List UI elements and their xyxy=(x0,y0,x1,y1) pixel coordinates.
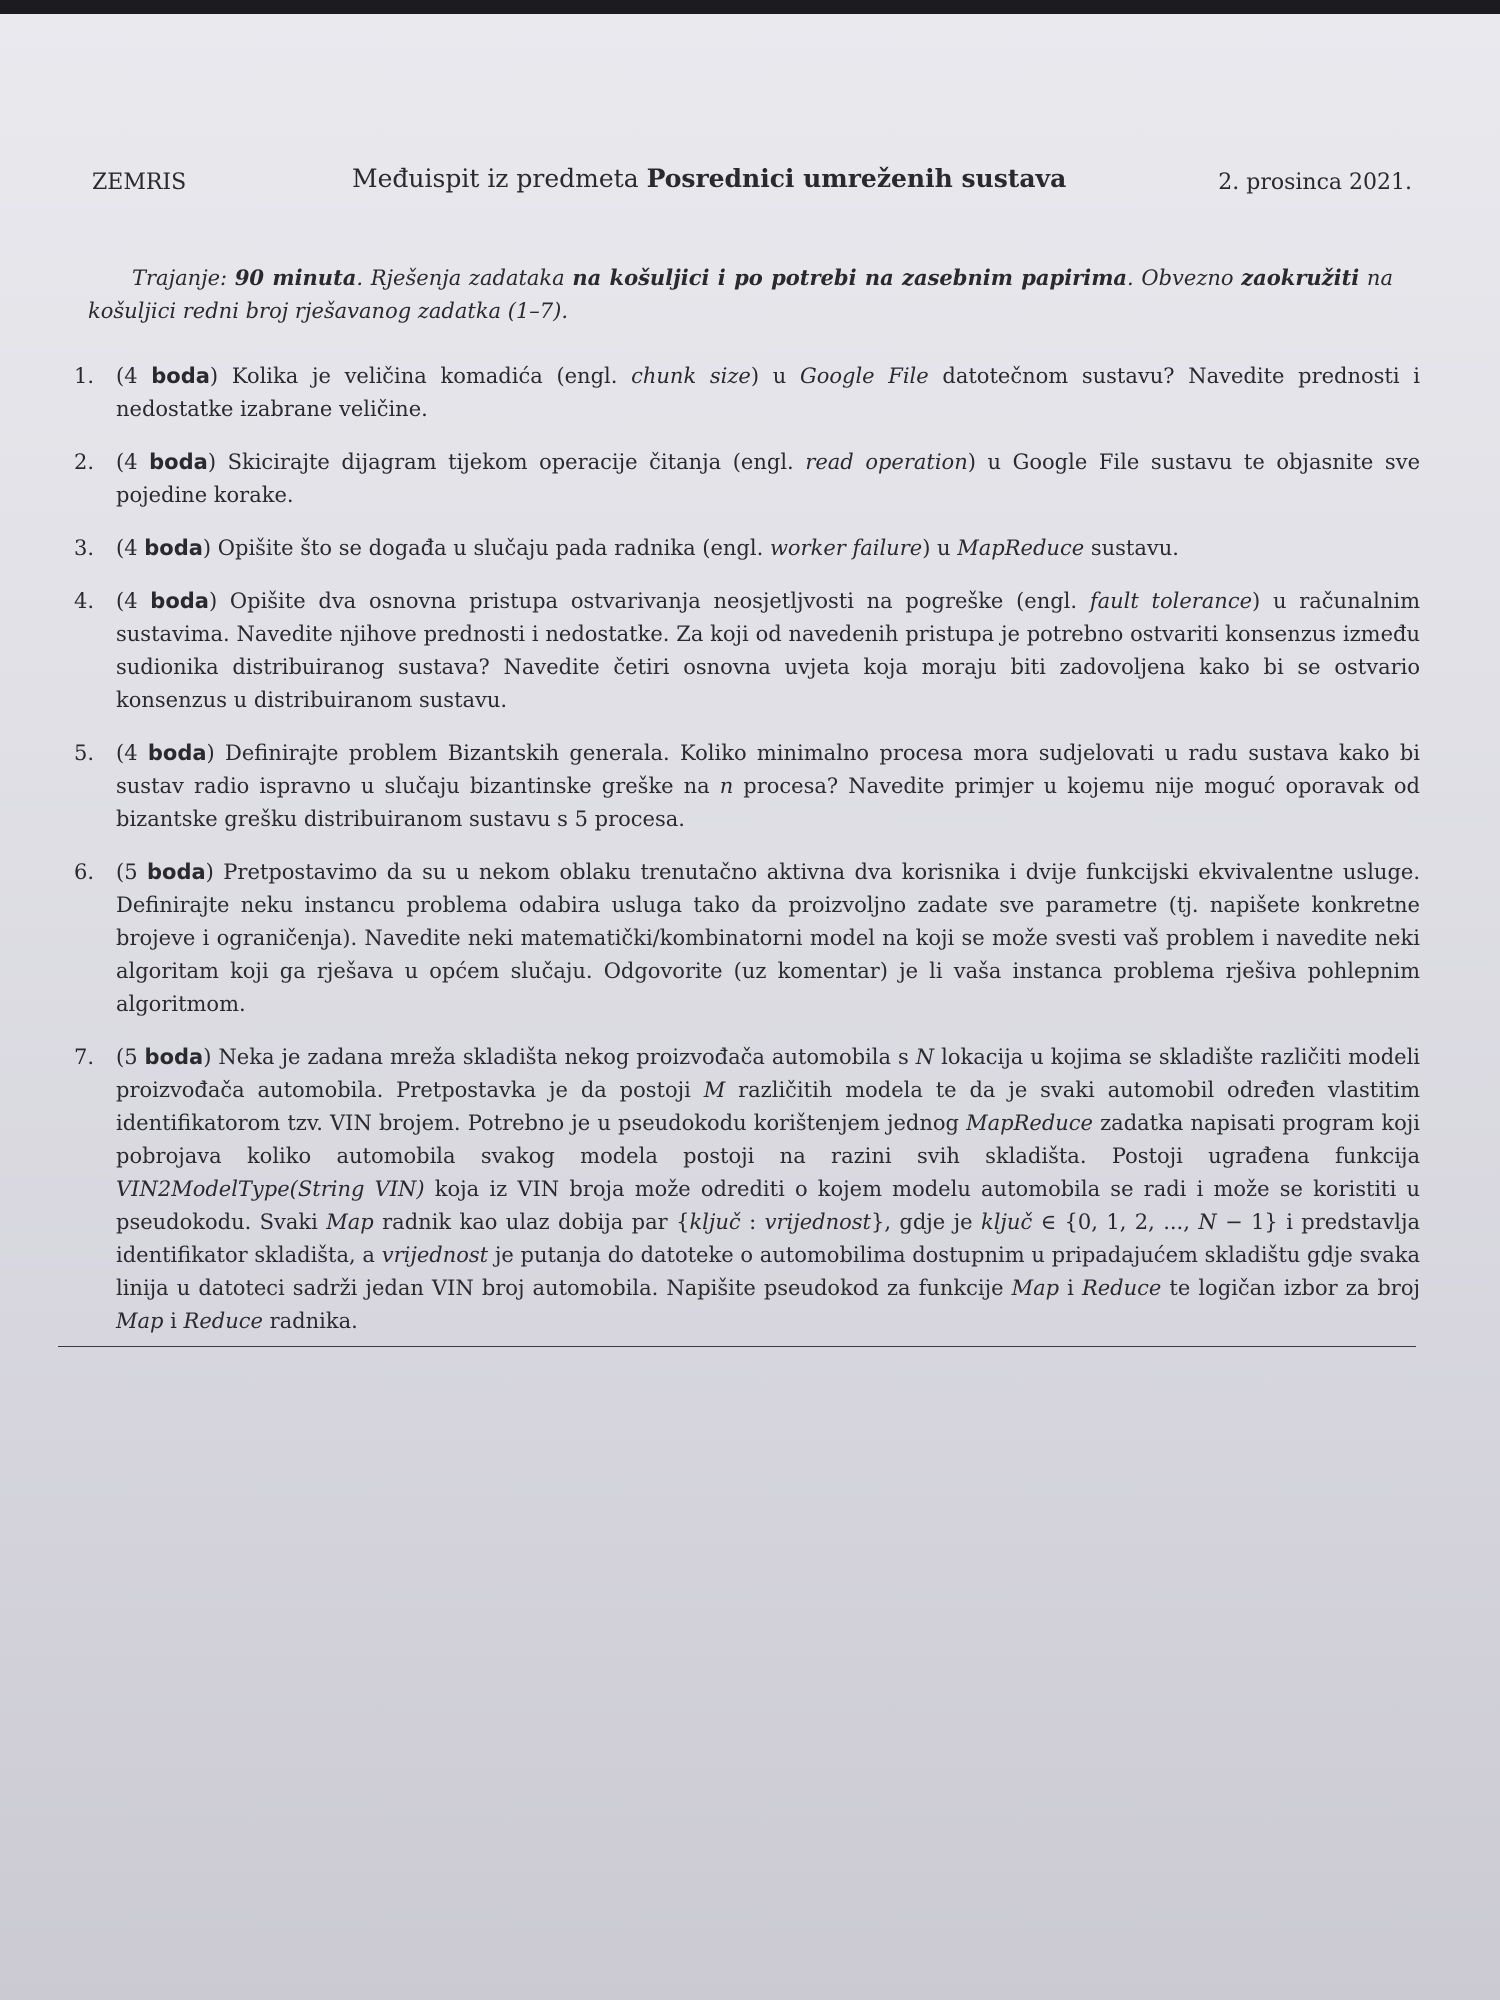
question-text: zadatka napisati program koji pobrojava koliko automobila svakog modela postoji na razini svih skladišta. Postoji ugrađena funkcija xyxy=(116,1111,1420,1168)
question-text: Skicirajte dijagram tijekom operacije čitanja (engl. xyxy=(216,450,806,474)
question-item xyxy=(60,856,1420,1021)
question-term: Map xyxy=(116,1309,164,1333)
question-number: 3. xyxy=(74,536,95,560)
question-text: te logičan izbor za broj xyxy=(1161,1276,1420,1300)
end-rule xyxy=(58,1346,1416,1347)
question-points: (5 boda) xyxy=(116,1045,212,1069)
question-term: Reduce xyxy=(183,1309,263,1333)
question-text: ∈ {0, 1, 2, ..., xyxy=(1032,1210,1199,1234)
question-term: vrijednost xyxy=(381,1243,489,1267)
question-text: je putanja do datoteke o automobilima dostupnim u pripadajućem skladištu gdje svaka linija u datoteci sadrži jedan VIN broj automobila. Napišite pseudokod za funkcije xyxy=(116,1243,1420,1300)
question-term: Google File xyxy=(799,364,929,388)
question-item xyxy=(60,532,1420,565)
question-text: sustavu. xyxy=(1084,536,1179,560)
question-text: ) u xyxy=(922,536,958,560)
question-number: 1. xyxy=(74,364,95,388)
exam-title-prefix: Međuispit iz predmeta xyxy=(352,164,647,193)
question-text: ) u računalnim sustavima. Navedite njihove prednosti i nedostatke. Za koji od navedenih pristupa je potrebno ostvariti konsenzus između sudionika distribuiranog sustava? Navedite četiri osnovna uvjeta koja moraju biti zadovoljena kako bi se ostvario konsenzus u distribuiranom sustavu. xyxy=(116,589,1420,712)
question-text: radnika. xyxy=(262,1309,358,1333)
question-number: 5. xyxy=(74,741,95,765)
question-item xyxy=(60,737,1420,836)
question-item xyxy=(60,360,1420,426)
question-item xyxy=(60,585,1420,717)
question-number: 7. xyxy=(74,1045,95,1069)
question-text: Kolika je veličina komadića (engl. xyxy=(218,364,632,388)
question-text: : xyxy=(740,1210,765,1234)
question-text: ) u xyxy=(750,364,800,388)
question-term: worker failure xyxy=(769,536,923,560)
instr-part: . Obvezno xyxy=(1127,266,1242,290)
question-points: (4 boda) xyxy=(116,589,218,613)
question-term: ključ xyxy=(980,1210,1033,1234)
question-term: N xyxy=(1198,1210,1217,1234)
question-text: Opišite što se događa u slučaju pada radnika (engl. xyxy=(211,536,770,560)
question-term: vrijednost xyxy=(764,1210,871,1234)
question-term: N xyxy=(915,1045,935,1069)
exam-title xyxy=(352,164,1066,193)
question-text: Definirajte problem Bizantskih generala. Koliko minimalno procesa mora sudjelovati u radu sustava kako bi sustav radio ispravno u slučaju bizantinske greške na xyxy=(116,741,1420,798)
question-term: Map xyxy=(1011,1276,1060,1300)
instr-where: na košuljici i po potrebi na zasebnim papirima xyxy=(572,265,1128,290)
instr-circle: zaokružiti xyxy=(1241,265,1360,290)
question-term: read operation xyxy=(805,450,968,474)
institution-name: ZEMRIS xyxy=(92,170,187,195)
question-term: n xyxy=(719,774,734,798)
question-text: koja iz VIN broja može odrediti o kojem modelu automobila se radi i može se koristiti u pseudokodu. Svaki xyxy=(116,1177,1420,1234)
instr-part: Trajanje: xyxy=(132,266,235,290)
question-number: 2. xyxy=(74,450,95,474)
question-list xyxy=(60,360,1420,1358)
question-term: fault tolerance xyxy=(1089,589,1253,613)
question-text: datotečnom sustavu? Navedite prednosti i nedostatke izabrane veličine. xyxy=(116,364,1420,421)
question-text: }, gdje je xyxy=(870,1210,981,1234)
instr-part: . Rješenja zadataka xyxy=(356,266,573,290)
question-term: MapReduce xyxy=(966,1111,1093,1135)
question-text: i xyxy=(1059,1276,1082,1300)
exam-date: 2. prosinca 2021. xyxy=(1218,170,1412,195)
question-number: 4. xyxy=(74,589,95,613)
question-term: VIN2ModelType(String VIN) xyxy=(116,1177,425,1201)
question-text: radnik kao ulaz dobija par { xyxy=(373,1210,690,1234)
question-term: Reduce xyxy=(1081,1276,1162,1300)
question-term: chunk size xyxy=(631,364,751,388)
question-number: 6. xyxy=(74,860,95,884)
instr-duration: 90 minuta xyxy=(234,265,357,290)
question-points: (4 boda) xyxy=(116,364,219,388)
question-term: ključ xyxy=(689,1210,741,1234)
question-points: (5 boda) xyxy=(116,860,214,884)
question-text: Pretpostavimo da su u nekom oblaku trenutačno aktivna dva korisnika i dvije funkcijski ekvivalentne usluge. Definirajte neku instancu problema odabira usluga tako da proizvoljno zadate sve parametre (tj. napišete konkretne brojeve i ograničenja). Navedite neki matematički/kombinatorni model na koji se može svesti vaš problem i navedite neki algoritam koji ga rješava u općem slučaju. Odgovorite (uz komentar) je li vaša instanca problema rješiva pohlepnim algoritmom. xyxy=(116,860,1420,1016)
exam-header xyxy=(92,160,1412,200)
question-text: ) u Google File sustavu te objasnite sve pojedine korake. xyxy=(116,450,1420,507)
question-item xyxy=(60,446,1420,512)
question-points: (4 boda) xyxy=(116,741,215,765)
question-item xyxy=(60,1041,1420,1338)
question-text: Neka je zadana mreža skladišta nekog proizvođača automobila s xyxy=(211,1045,916,1069)
course-name: Posrednici umreženih sustava xyxy=(646,164,1067,193)
question-points: (4 boda) xyxy=(116,536,212,560)
question-points: (4 boda) xyxy=(116,450,217,474)
question-text: procesa? Navedite primjer u kojemu nije moguć oporavak od bizantske grešku distribuiranom sustavu s 5 procesa. xyxy=(116,774,1420,831)
question-text: lokacija u kojima se skladište različiti modeli proizvođača automobila. Pretpostavka je da postoji xyxy=(116,1045,1420,1102)
photo-top-edge xyxy=(0,0,1500,14)
question-term: Map xyxy=(326,1210,374,1234)
instr-part: na košuljici redni broj rješavanog zadatka (1–7). xyxy=(88,266,1393,323)
exam-instructions xyxy=(88,261,1393,328)
question-text: različitih modela te da je svaki automobil određen vlastitim identifikatorom tzv. VIN brojem. Potrebno je u pseudokodu korištenjem jednog xyxy=(116,1078,1420,1135)
question-term: MapReduce xyxy=(957,536,1085,560)
question-text: i xyxy=(163,1309,184,1333)
question-term: M xyxy=(703,1078,726,1102)
question-text: Opišite dva osnovna pristupa ostvarivanja neosjetljvosti na pogreške (engl. xyxy=(217,589,1090,613)
question-text: − 1} i predstavlja identifikator skladišta, a xyxy=(116,1210,1421,1267)
